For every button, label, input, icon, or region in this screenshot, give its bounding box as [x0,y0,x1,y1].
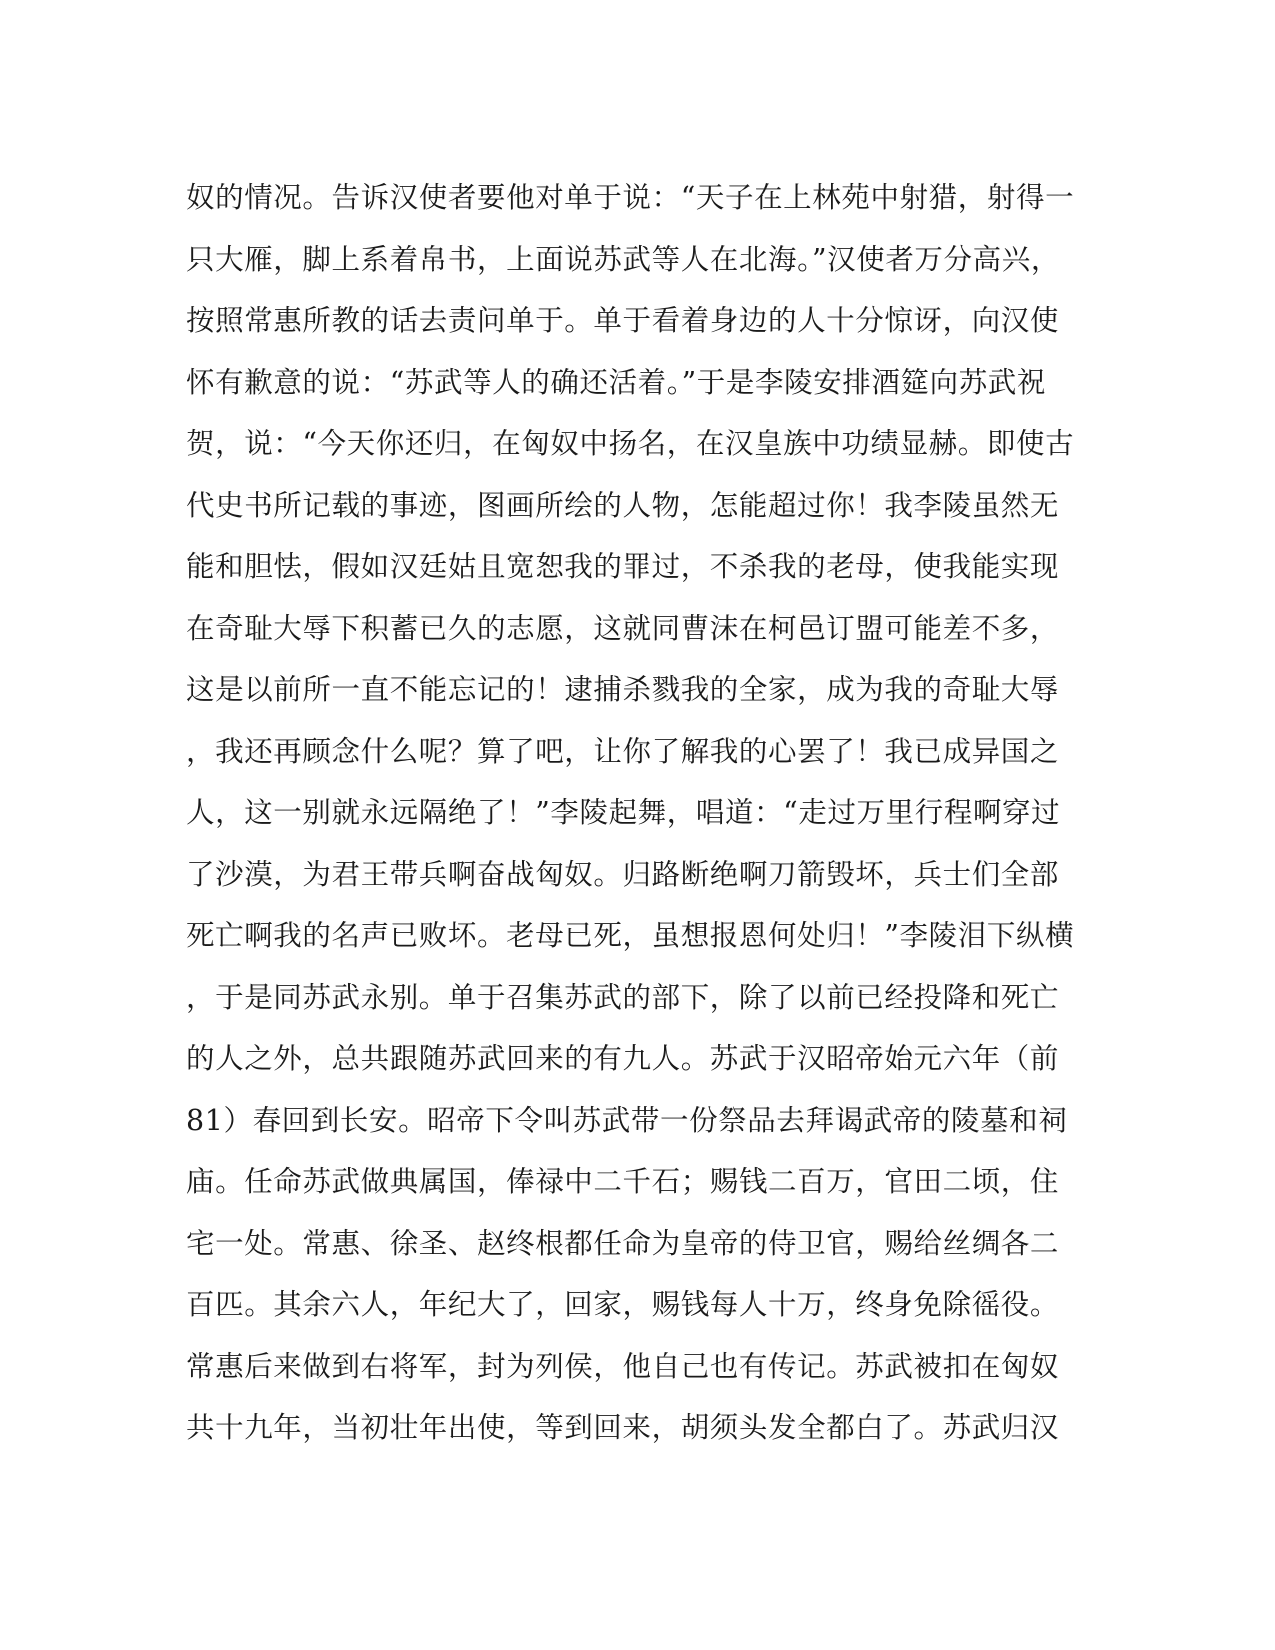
text-line: ，于是同苏武永别。单于召集苏武的部下，除了以前已经投降和死亡 [186,980,1060,1014]
text-line: 的人之外，总共跟随苏武回来的有九人。苏武于汉昭帝始元六年（前 [186,1042,1060,1075]
text-line: 百匹。其余六人，年纪大了，回家，赐钱每人十万，终身免除徭役。 [186,1288,1060,1321]
text-line: 在奇耻大辱下积蓄已久的志愿，这就同曹沫在柯邑订盟可能差不多， [186,611,1060,645]
text-line: ，我还再顾念什么呢？算了吧，让你了解我的心罢了！我已成异国之 [186,734,1060,768]
text-line: 贺，说：“今天你还归，在匈奴中扬名，在汉皇族中功绩显赫。即使古 [186,427,1075,460]
text-line: 共十九年，当初壮年出使，等到回来，胡须头发全都白了。苏武归汉 [186,1411,1060,1444]
text-line: 只大雁，脚上系着帛书，上面说苏武等人在北海。”汉使者万分高兴， [186,242,1060,276]
text-line: 人，这一别就永远隔绝了！”李陵起舞，唱道：“走过万里行程啊穿过 [186,796,1061,829]
text-line: 代史书所记载的事迹，图画所绘的人物，怎能超过你！我李陵虽然无 [186,488,1060,522]
text-line: 死亡啊我的名声已败坏。老母已死，虽想报恩何处归！”李陵泪下纵横 [186,919,1075,952]
text-line: 按照常惠所教的话去责问单于。单于看着身边的人十分惊讶，向汉使 [186,304,1060,337]
text-line: 庙。任命苏武做典属国，俸禄中二千石；赐钱二百万，官田二顷，住 [186,1165,1060,1198]
text-line: 奴的情况。告诉汉使者要他对单于说：“天子在上林苑中射猎，射得一 [186,181,1075,214]
text-line: 81）春回到长安。昭帝下令叫苏武带一份祭品去拜谒武帝的陵墓和祠 [186,1103,1068,1137]
text-line: 怀有歉意的说：“苏武等人的确还活着。”于是李陵安排酒筵向苏武祝 [186,365,1046,399]
text-line: 常惠后来做到右将军，封为列侯，他自己也有传记。苏武被扣在匈奴 [186,1349,1060,1383]
text-line: 了沙漠，为君王带兵啊奋战匈奴。归路断绝啊刀箭毁坏，兵士们全部 [186,857,1060,891]
text-line: 宅一处。常惠、徐圣、赵终根都任命为皇帝的侍卫官，赐给丝绸各二 [186,1226,1060,1260]
text-line: 能和胆怯，假如汉廷姑且宽恕我的罪过，不杀我的老母，使我能实现 [186,550,1060,583]
body-text [186,167,1086,1459]
text-line: 这是以前所一直不能忘记的！逮捕杀戮我的全家，成为我的奇耻大辱 [186,673,1060,706]
